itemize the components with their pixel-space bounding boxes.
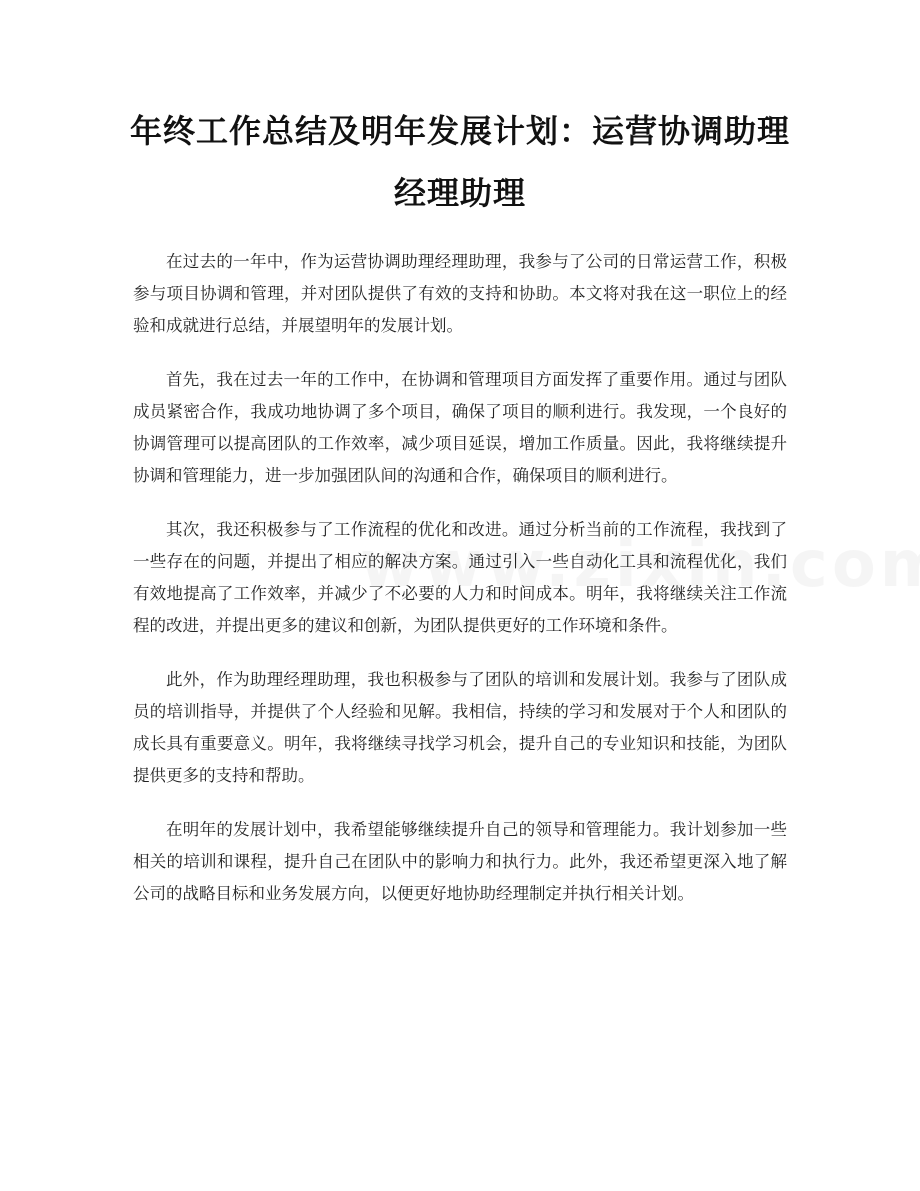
paragraph-intro: 在过去的一年中，作为运营协调助理经理助理，我参与了公司的日常运营工作，积极参与项目协调和管理，并对团队提供了有效的支持和协助。本文将对我在这一职位上的经验和成就进行总结，并展望明年的发展计划。 <box>133 252 787 335</box>
paragraph-next-year-plan: 在明年的发展计划中，我希望能够继续提升自己的领导和管理能力。我计划参加一些相关的培训和课程，提升自己在团队中的影响力和执行力。此外，我还希望更深入地了解公司的战略目标和业务发展方向，以便更好地协助经理制定并执行相关计划。 <box>133 820 787 903</box>
document-body <box>133 246 787 932</box>
document-title: 年终工作总结及明年发展计划：运营协调助理经理助理 <box>129 112 790 212</box>
paragraph-training: 此外，作为助理经理助理，我也积极参与了团队的培训和发展计划。我参与了团队成员的培训指导，并提供了个人经验和见解。我相信，持续的学习和发展对于个人和团队的成长具有重要意义。明年，我将继续寻找学习机会，提升自己的专业知识和技能，为团队提供更多的支持和帮助。 <box>133 670 787 785</box>
paragraph-process-optimization: 其次，我还积极参与了工作流程的优化和改进。通过分析当前的工作流程，我找到了一些存在的问题，并提出了相应的解决方案。通过引入一些自动化工具和流程优化，我们有效地提高了工作效率，并减少了不必要的人力和时间成本。明年，我将继续关注工作流程的改进，并提出更多的建议和创新，为团队提供更好的工作环境和条件。 <box>133 520 787 635</box>
paragraph-coordination: 首先，我在过去一年的工作中，在协调和管理项目方面发挥了重要作用。通过与团队成员紧密合作，我成功地协调了多个项目，确保了项目的顺利进行。我发现，一个良好的协调管理可以提高团队的工作效率，减少项目延误，增加工作质量。因此，我将继续提升协调和管理能力，进一步加强团队间的沟通和合作，确保项目的顺利进行。 <box>133 370 787 485</box>
